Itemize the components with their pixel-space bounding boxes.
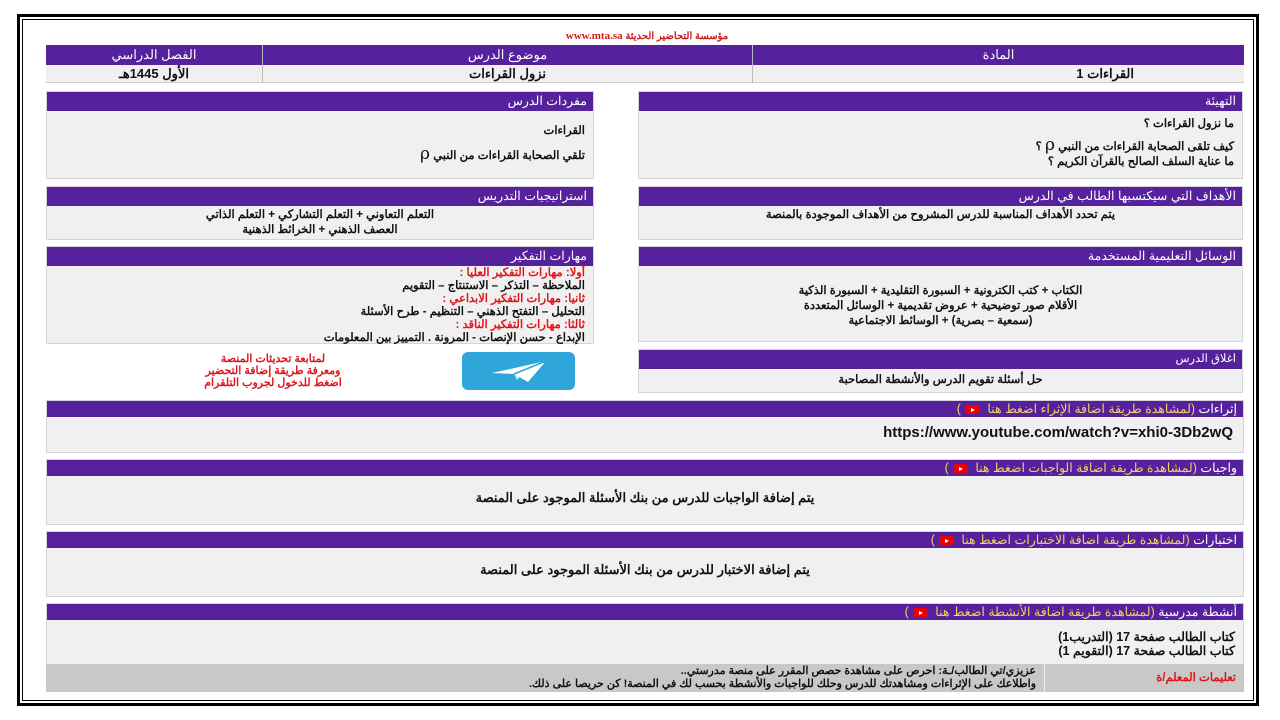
activities-header: [47, 604, 1243, 620]
vocab-title: مفردات الدرس: [47, 92, 593, 111]
enrichment-url[interactable]: https://www.youtube.com/watch?v=xhi0-3Db2wQ: [883, 424, 1233, 441]
warmup-body: [639, 111, 1242, 174]
thinking-heading-2: ثانيا: مهارات التفكير الابداعي :: [442, 293, 585, 305]
closing-section: [638, 349, 1243, 393]
tools-title: الوسائل التعليمية المستخدمة: [639, 247, 1242, 266]
enrichment-title: إثراءات: [1198, 402, 1237, 416]
brand-name: مؤسسة التحاضير الحديثة: [625, 31, 729, 42]
tests-section: [46, 531, 1244, 597]
strategies-section: [46, 186, 594, 240]
youtube-icon: [913, 608, 928, 617]
thinking-text-2: التحليل – التفتح الذهني – التنظيم - طرح الأسئلة: [360, 306, 585, 318]
semester-column: [46, 45, 262, 83]
semester-label: الفصل الدراسي: [46, 45, 262, 65]
strategies-body: [47, 206, 593, 242]
enrichment-header: [47, 401, 1243, 417]
activity-item-2: كتاب الطالب صفحة 17 (التقويم 1): [1058, 644, 1235, 658]
instructions-text: عزيزي/تي الطالب/ـة: احرص على مشاهدة حصص المقرر على منصة مدرستي.. واطلاعك على الإثراءات ومشاهدتك للدرس وحلك للواجبات والأنشطة بحسب لك في المنصة! كن حريصا على ذلك.: [528, 665, 1036, 690]
enrichment-section: [46, 400, 1244, 453]
activities-section: [46, 603, 1244, 665]
tools-line-2: الأقلام صور توضيحية + عروض تقديمية + الوسائل المتعددة: [803, 300, 1078, 312]
strategies-title: استراتيجيات التدريس: [47, 187, 593, 206]
activities-video-link[interactable]: (لمشاهدة طريقة اضافة الأنشطة اضغط هنا ): [904, 605, 1155, 619]
teacher-instructions: [46, 664, 1244, 692]
thinking-title: مهارات التفكير: [47, 247, 593, 266]
thinking-text-3: الإبداع - حسن الإنصات - المرونة . التمييز بين المعلومات: [323, 332, 585, 344]
semester-value: الأول 1445هـ: [46, 65, 262, 83]
strategies-line-1: التعلم التعاوني + التعلم التشاركي + التعلم الذاتي: [205, 209, 435, 221]
subject-label: المادة: [753, 45, 1244, 65]
rho-symbol: ρ: [1044, 135, 1055, 155]
warmup-question-3: ما عناية السلف الصالح بالقرآن الكريم ؟: [1047, 156, 1234, 168]
homework-header: [47, 460, 1243, 476]
warmup-question-1: ما نزول القراءات ؟: [1143, 118, 1234, 130]
objectives-title: الأهداف التي سيكتسبها الطالب في الدرس: [639, 187, 1242, 206]
tools-line-1: الكتاب + كتب الكترونية + السبورة التقليدية + السبورة الذكية: [798, 285, 1083, 297]
objectives-section: [638, 186, 1243, 240]
tests-title: اختبارات: [1193, 533, 1237, 547]
strategies-line-2: العصف الذهني + الخرائط الذهنية: [242, 224, 398, 236]
telegram-plane-icon: [462, 352, 575, 390]
warmup-question-2: كيف تلقى الصحابة القراءات من النبي ρ ؟: [1035, 135, 1234, 155]
lesson-header-table: [46, 45, 1244, 83]
brand-url[interactable]: www.mta.sa: [565, 30, 623, 42]
tests-header: [47, 532, 1243, 548]
topic-label: موضوع الدرس: [263, 45, 752, 65]
brand-line: [23, 30, 1253, 42]
youtube-icon: [939, 536, 954, 545]
closing-title: اغلاق الدرس: [639, 350, 1242, 369]
closing-text: حل أسئلة تقويم الدرس والأنشطة المصاحبة: [838, 374, 1043, 386]
document-inner-frame: [22, 19, 1254, 701]
objectives-text: يتم تحدد الأهداف المناسبة للدرس المشروح من الأهداف الموجودة بالمنصة: [765, 209, 1116, 221]
tools-line-3: (سمعية – بصرية) + الوسائط الاجتماعية: [848, 315, 1033, 327]
subject-column: [752, 45, 1244, 83]
topic-value: نزول القراءات: [263, 65, 752, 83]
enrichment-video-link[interactable]: (لمشاهدة طريقة اضافة الإثراء اضغط هنا ): [956, 402, 1196, 416]
thinking-text-1: الملاحظة – التذكر – الاستنتاج – التقويم: [402, 280, 585, 292]
rho-symbol: ρ: [420, 144, 431, 164]
activities-title: أنشطة مدرسية: [1158, 605, 1237, 619]
telegram-promo-text[interactable]: لمتابعة تحديثات المنصة ومعرفة طريقة إضافة التحضير اضغط للدخول لجروب التلقرام: [204, 353, 342, 389]
vocab-body: [47, 111, 593, 168]
homework-video-link[interactable]: (لمشاهدة طريقة اضافة الواجبات اضغط هنا ): [944, 461, 1197, 475]
activities-body: [47, 620, 1243, 662]
document-frame: [17, 14, 1259, 706]
homework-text: يتم إضافة الواجبات للدرس من بنك الأسئلة الموجود على المنصة: [475, 490, 815, 505]
homework-section: [46, 459, 1244, 525]
tests-text: يتم إضافة الاختبار للدرس من بنك الأسئلة الموجود على المنصة: [480, 562, 810, 577]
thinking-body: [47, 266, 593, 349]
homework-title: واجبات: [1200, 461, 1237, 475]
instructions-label: تعليمات المعلم/ة: [1044, 664, 1244, 692]
thinking-section: [46, 246, 594, 344]
topic-column: [262, 45, 752, 83]
tests-video-link[interactable]: (لمشاهدة طريقة اضافة الاختبارات اضغط هنا ): [930, 533, 1190, 547]
youtube-icon: [953, 464, 968, 473]
tools-body: [639, 266, 1242, 333]
activity-item-1: كتاب الطالب صفحة 17 (التدريب1): [1058, 630, 1235, 644]
tools-section: [638, 246, 1243, 342]
telegram-button[interactable]: [462, 352, 575, 390]
warmup-section: [638, 91, 1243, 179]
subject-value: القراءات 1: [753, 65, 1244, 83]
vocab-item-1: القراءات: [543, 125, 585, 137]
youtube-icon: [965, 405, 980, 414]
thinking-heading-1: أولا: مهارات التفكير العليا :: [459, 267, 585, 279]
vocab-item-2: تلقي الصحابة القراءات من النبي ρ: [420, 144, 585, 164]
thinking-heading-3: ثالثا: مهارات التفكير الناقد :: [455, 319, 585, 331]
warmup-title: التهيئة: [639, 92, 1242, 111]
vocab-section: [46, 91, 594, 179]
